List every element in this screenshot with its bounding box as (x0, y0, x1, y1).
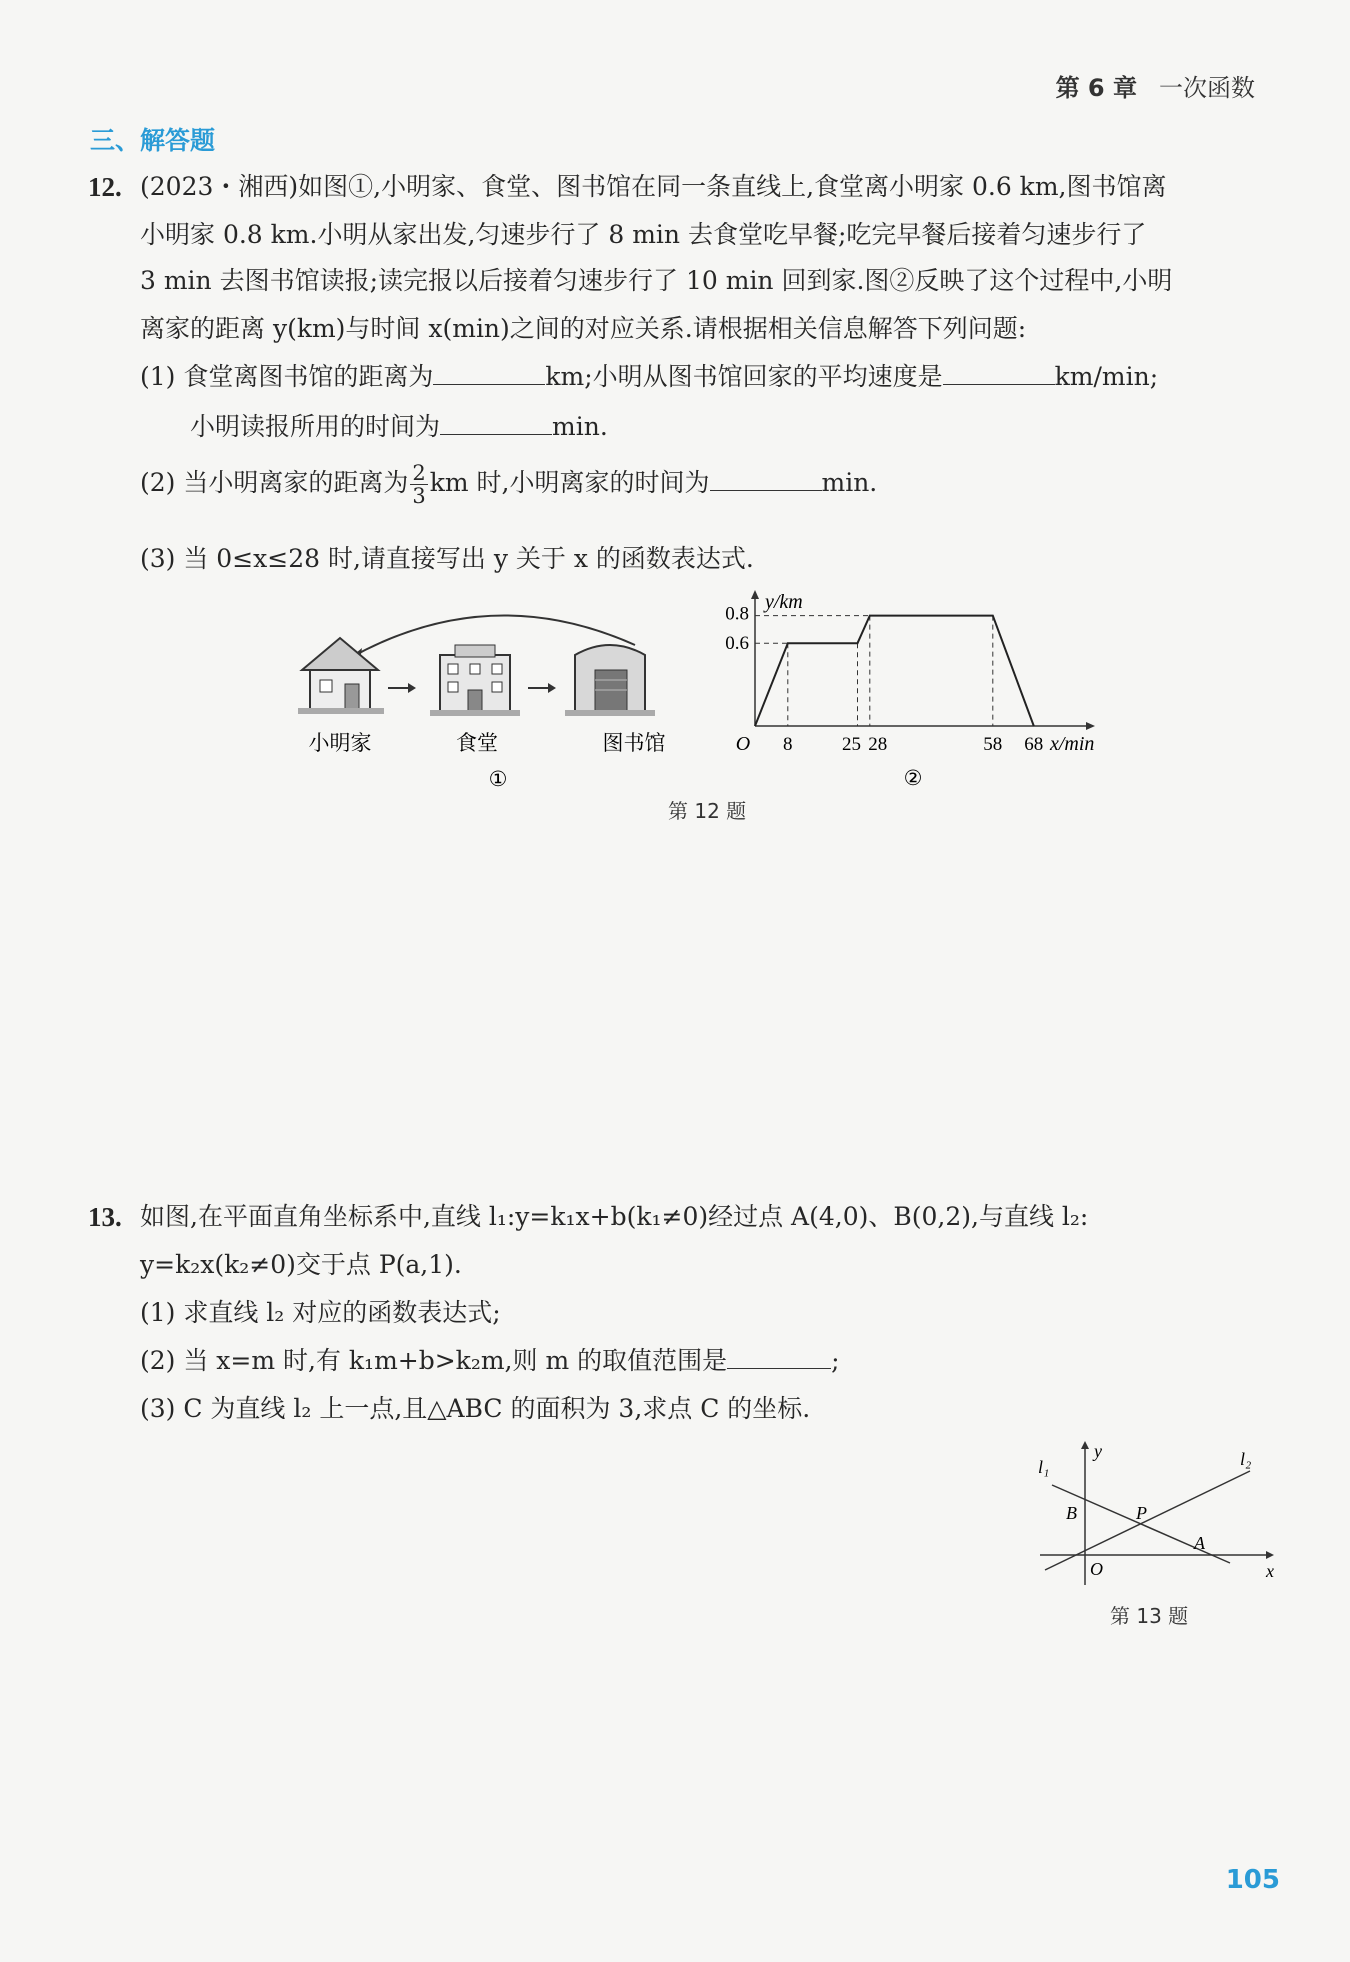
fraction-numerator: 2 (412, 461, 426, 485)
fig1-label-canteen: 食堂 (456, 731, 498, 755)
x-tick-label: 58 (983, 734, 1003, 755)
q12-part2 (140, 462, 877, 507)
q13-caption: 第 13 题 (1110, 1604, 1189, 1628)
fig1-mark: ① (488, 767, 508, 791)
x-axis-label: x/min (1050, 733, 1095, 755)
fig13-x-label: x (1266, 1561, 1274, 1581)
fig13-A-label: A (1194, 1533, 1205, 1553)
section-title: 三、解答题 (90, 126, 216, 155)
q12-text-line-1: (2023・湘西)如图①,小明家、食堂、图书馆在同一条直线上,食堂离小明家 0.6 km,图书馆离 (140, 172, 1167, 201)
y-axis-arrow (751, 590, 759, 599)
fig1-label-home: 小明家 (308, 731, 372, 755)
fig1-label-library: 图书馆 (602, 731, 666, 755)
q12-part3: (3) 当 0≤x≤28 时,请直接写出 y 关于 x 的函数表达式. (140, 544, 754, 573)
origin-label: O (735, 733, 751, 755)
chapter-title: 一次函数 (1159, 74, 1255, 102)
q12-part1-text-e: min. (552, 412, 608, 441)
q13-part1: (1) 求直线 l₂ 对应的函数表达式; (140, 1298, 501, 1327)
q12-text-line-3: 3 min 去图书馆读报;读完报以后接着匀速步行了 10 min 回到家.图②反映了这个过程中,小明 (140, 266, 1173, 295)
page-number: 105 (1225, 1865, 1280, 1895)
q12-part1 (140, 358, 1158, 396)
answer-blank[interactable] (710, 468, 822, 491)
q13-figure (1030, 1435, 1280, 1600)
answer-blank[interactable] (440, 412, 552, 435)
q13-number: 13. (88, 1202, 122, 1232)
q13-text-line-2: y=k₂x(k₂≠0)交于点 P(a,1). (140, 1250, 462, 1279)
q13-text-line-1: 如图,在平面直角坐标系中,直线 l₁:y=k₁x+b(k₁≠0)经过点 A(4,0)、B(0,2),与直线 l₂: (140, 1202, 1089, 1231)
q12-caption: 第 12 题 (668, 799, 747, 823)
q13-part2-text-a: (2) 当 x=m 时,有 k₁m+b>k₂m,则 m 的取值范围是 (140, 1346, 728, 1375)
x-tick-label: 8 (783, 734, 793, 755)
figure-2-chart (705, 585, 1125, 800)
x-tick-label: 68 (1024, 734, 1044, 755)
canteen-building-icon (430, 645, 520, 716)
q13-part3: (3) C 为直线 l₂ 上一点,且△ABC 的面积为 3,求点 C 的坐标. (140, 1394, 811, 1423)
chapter-number: 第 6 章 (1055, 74, 1137, 102)
q13-part2 (140, 1342, 840, 1380)
x-axis-arrow (1086, 722, 1095, 730)
y-tick-label: 0.8 (725, 603, 749, 625)
q13-part2-text-b: ; (831, 1346, 840, 1375)
fig13-l1-label: l₁ (1038, 1457, 1050, 1477)
q12-number: 12. (88, 172, 122, 202)
q12-text-line-4: 离家的距离 y(km)与时间 x(min)之间的对应关系.请根据相关信息解答下列问题: (140, 314, 1027, 343)
chapter-header (1056, 68, 1255, 103)
fig2-mark: ② (903, 766, 923, 790)
q12-part1-text-d: 小明读报所用的时间为 (190, 412, 441, 441)
answer-blank[interactable] (727, 1346, 831, 1369)
fraction (410, 462, 427, 507)
fraction-denominator: 3 (412, 484, 426, 508)
x-tick-label: 25 (842, 734, 861, 755)
fig13-P-label: P (1136, 1503, 1147, 1523)
answer-blank[interactable] (943, 362, 1055, 385)
y-axis-arrow (1081, 1441, 1089, 1449)
y-tick-label: 0.6 (725, 633, 749, 655)
fig13-B-label: B (1066, 1503, 1077, 1523)
q12-part2-text-a: (2) 当小明离家的距离为 (140, 468, 409, 497)
answer-blank[interactable] (433, 362, 545, 385)
q12-part1-text-a: (1) 食堂离图书馆的距离为 (140, 362, 434, 391)
q12-text-line-2: 小明家 0.8 km.小明从家出发,匀速步行了 8 min 去食堂吃早餐;吃完早餐后接着匀速步行了 (140, 220, 1147, 249)
figure-1-illustration (290, 600, 700, 800)
fig13-O-label: O (1090, 1559, 1103, 1579)
x-axis-arrow (1266, 1551, 1274, 1559)
fig13-y-label: y (1094, 1441, 1102, 1461)
library-building-icon (565, 645, 655, 716)
house-icon (298, 638, 384, 714)
distance-time-line (755, 616, 1034, 726)
q12-part2-text-b: km 时,小明离家的时间为 (429, 468, 710, 497)
y-axis-label: y/km (765, 591, 803, 613)
x-tick-label: 28 (868, 734, 888, 755)
q12-part1-text-c: km/min; (1054, 362, 1159, 391)
q12-part1-cont (190, 408, 608, 446)
q12-part1-text-b: km;小明从图书馆回家的平均速度是 (545, 362, 943, 391)
fig13-l2-label: l₂ (1240, 1449, 1252, 1469)
q12-part2-text-c: min. (821, 468, 878, 497)
